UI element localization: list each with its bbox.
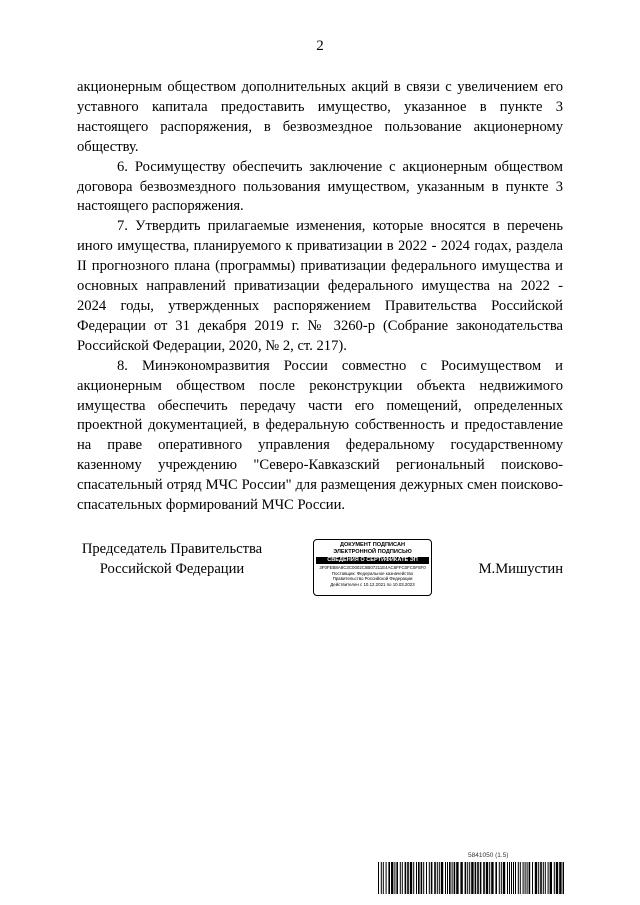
barcode <box>378 862 564 894</box>
stamp-band: СВЕДЕНИЯ О СЕРТИФИКАТЕ ЭП <box>316 557 429 564</box>
paragraph-item-6: 6. Росимуществу обеспечить заключение с акционерным обществом договора безвозмездного пользования имуществом, указанным в пункте 3 настоящего распоряжения. <box>77 158 563 215</box>
page-number: 2 <box>316 38 324 54</box>
paragraph-item-8: 8. Минэкономразвития России совместно с Росимуществом и акционерным обществом после реконструкции объекта недвижимого имущества обеспечить передачу части его помещений, определенных проектной документацией, в федеральную собственность и предоставление на праве оперативного управления федеральному государственному казенному учреждению "Северо-Кавказский региональный поисково-спасательный отряд МЧС России" для размещения дежурных смен поисково-спасательных формирований МЧС России. <box>77 357 563 514</box>
stamp-serial: 3F0FEB8A8C3C0002C8B07211E4AC6FFC0FC5F5F0 <box>319 565 426 570</box>
signatory-position-line1: Председатель Правительства <box>81 541 263 557</box>
signatory-name: М.Мишустин <box>478 561 563 577</box>
electronic-signature-stamp <box>313 539 432 596</box>
paragraph-continuation: акционерным обществом дополнительных акций в связи с увеличением его уставного капитала предоставить имущество, указанное в пункте 3 настоящего распоряжения, в безвозмездное пользование акционерному обществу. <box>77 79 563 155</box>
signatory-position-line2: Российской Федерации <box>99 560 245 577</box>
stamp-issuer: Поставщик: Федеральное казначейство <box>331 570 414 576</box>
stamp-line2: ЭЛЕКТРОННОЙ ПОДПИСЬЮ <box>333 549 412 555</box>
stamp-line1: ДОКУМЕНТ ПОДПИСАН <box>339 542 406 548</box>
paragraph-item-7: 7. Утвердить прилагаемые изменения, которые вносятся в перечень иного имущества, планируемого к приватизации в 2022 - 2024 годах, раздела II прогнозного плана (программы) приватизации федерального имущества и основных направлений приватизации федерального имущества на 2022 - 2024 годы, утвержденных распоряжением Правительства Российской Федерации от 31 декабря 2019 г. № 3260-р (Собрание законодательства Российской Федерации, 2020, № 2, ст. 217). <box>77 218 563 354</box>
signatory-position <box>77 540 267 580</box>
barcode-number: 5841050 (1.5) <box>468 852 509 859</box>
document-body <box>77 78 563 516</box>
stamp-validity: Действителен с 10.12.2021 по 10.03.2023 <box>330 581 415 587</box>
stamp-owner: Правительство Российской Федерации <box>332 576 413 582</box>
